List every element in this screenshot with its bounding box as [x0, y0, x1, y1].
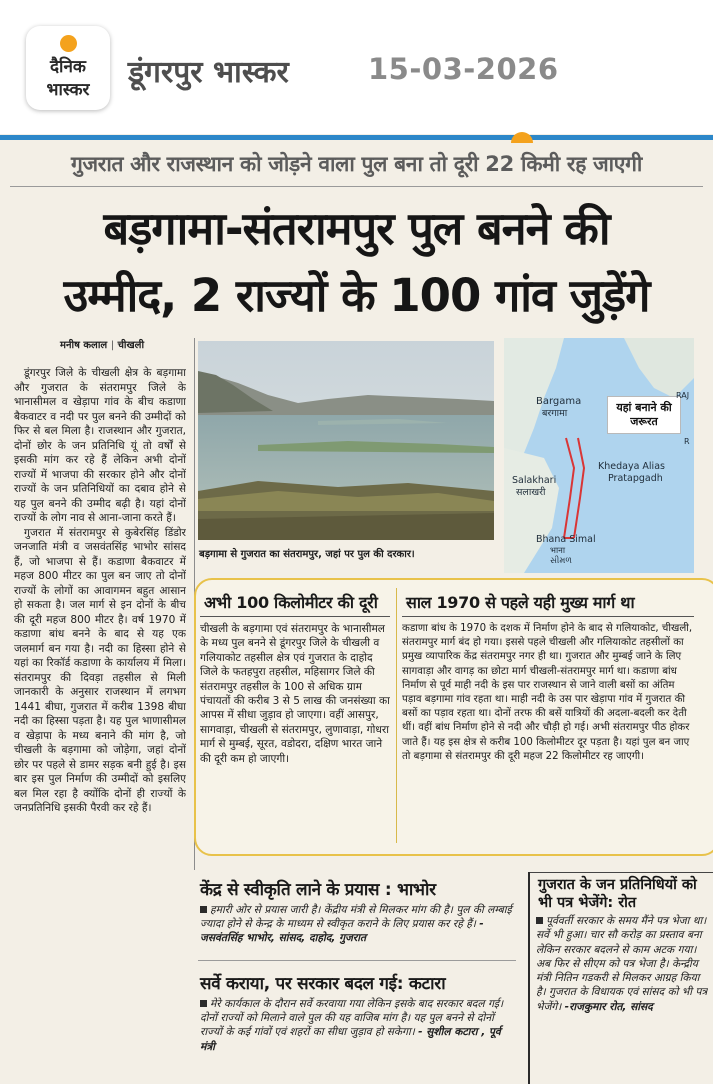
rot-quote-text: पूर्ववर्ती सरकार के समय मैंने पत्र भेजा था। सर्वे भी हुआ। चार सौ करोड़ का प्रस्ताव बना लेकिन सरकार बदलने से काम अटक गया। अब फिर से सीएम को पत्र भेजा है। केन्द्रीय मंत्री नितिन गडकरी से मिलकर आग्रह किया है। गुजरात के विधायक एवं सांसद को भी पत्र भेजेंगे। — [536, 915, 708, 1013]
photo-caption: बड़गामा से गुजरात का संतरामपुर, जहां पर पुल की दरकार। — [199, 549, 415, 560]
edition-date: 15-03-2026 — [368, 52, 559, 86]
box-right-text: कडाणा बांध के 1970 के दशक में निर्माण होने के बाद से गलियाकोट, चीखली, संतरामपुर मार्ग बंद हो गया। इससे पहले चीखली और गलियाकोट तहसीलों का प्रमुख व्यापारिक केंद्र संतरामपुर नगर ही था। गुजरात और मुम्बई जाने के लिए सागवाड़ा और वागड़ का छोटा मार्ग चीखली-संतरामपुर मार्ग था। कडाणा बांध निर्माण से पूर्व माही नदी के इस पार राजस्थान से जाने वाली बसों का अंतिम पड़ाव बड़गामा गांव रहता था। माही नदी के उस पार खेड़ापा गांव में गुजरात की बसों का पड़ाव रहता था। दोनों तरफ की बसें यात्रियों की अदला-बदली कर देती थीं। वहीं बांध निर्माण होने से नदी और चौड़ी हो गई। अभी संतरामपुर पीठ होकर जाते हैं। यह इस क्षेत्र से करीब 100 किलोमीटर दूर पड़ता है। यहां पुल बन जाए तो बड़गामा से संतरामपुर की दूरी महज 22 किलोमीटर रह जाएगी। — [402, 623, 693, 762]
bridge-needed-callout: यहां बनाने की जरूरत — [607, 396, 681, 434]
map-label-bhana-simal: Bhana Simal — [536, 534, 596, 545]
map-label-raj: RAJ — [676, 391, 690, 400]
map-label-bargama-hi: बरगामा — [542, 408, 568, 419]
map-label-r: R — [684, 437, 690, 446]
map-label-salakhari: Salakhari — [512, 475, 557, 486]
section-bhabhor-heading: केंद्र से स्वीकृति लाने के प्रयास : भाभोर — [200, 880, 436, 900]
left-column-article — [14, 366, 186, 1082]
section-divider — [198, 960, 516, 961]
rot-attribution: -राजकुमार रोत, सांसद — [564, 1000, 653, 1013]
section-katara-heading: सर्वे कराया, पर सरकार बदल गई: कटारा — [200, 974, 446, 994]
sun-icon — [60, 35, 77, 52]
logo-line-1: दैनिक — [50, 57, 86, 77]
map-graphic — [504, 338, 694, 573]
kicker-divider — [10, 186, 703, 187]
box-right-rule — [402, 616, 694, 617]
bullet-square-icon — [200, 906, 207, 913]
edition-name: डूंगरपुर भास्कर — [128, 55, 289, 90]
section-bhabhor-quote — [200, 903, 518, 957]
bhabhor-quote-text: हमारी ओर से प्रयास जारी है। केंद्रीय मंत्री से मिलकर मांग की है। पुल की लम्बाई ज्यादा होने से केन्द्र के माध्यम से स्वीकृत कराने के लिए प्रयास कर रहे हैं। — [200, 904, 512, 931]
main-headline-line-1: बड़गामा-संतरामपुर पुल बनने की — [103, 202, 610, 255]
box-left-text: चीखली के बड़गामा एवं संतरामपुर के भानासीमल के मध्य पुल बनने से डूंगरपुर जिले के चीखली व गलियाकोट तहसील क्षेत्र एवं गुजरात के दाहोद जिले के फतहपुरा तहसील, महिसागर जिले की संतरामपुर तहसील के 100 से अधिक ग्राम पंचायतों की करीब 3 से 5 लाख की जनसंख्या का आपस में सीधा जुड़ाव हो जाएगा। वहीं आसपुर, सागवाड़ा, चीखली से संतरामपुर, लुणावाड़ा, गोधरा मार्ग से मुम्बई, सूरत, वडोदरा, दक्षिण भारत जाने की दूरी कम हो जाएगी। — [200, 623, 390, 765]
byline-name: मनीष कलाल — [60, 340, 108, 351]
main-headline-line-2: उम्मीद, 2 राज्यों के 100 गांव जुड़ेंगे — [63, 269, 650, 322]
masthead — [0, 0, 713, 134]
box-left-rule — [200, 616, 390, 617]
katara-quote-text: मेरे कार्यकाल के दौरान सर्वे करवाया गया लेकिन इसके बाद सरकार बदल गई। दोनों राज्यों को मिलाने वाले पुल की यह वाजिब मांग है। यह पुल बनने से दोनों राज्यों के कई गांवों एवं शहरों का सीधा जुड़ाव हो सकेगा। — [200, 998, 504, 1039]
info-box-divider — [396, 588, 397, 843]
kicker-headline: गुजरात और राजस्थान को जोड़ने वाला पुल बना तो दूरी 22 किमी रह जाएगी — [70, 152, 643, 176]
map-label-bargama: Bargama — [536, 396, 582, 407]
gujarat-box-heading: गुजरात के जन प्रतिनिधियों को भी पत्र भेजेंगे: रोत — [538, 877, 697, 911]
logo-line-2: भास्कर — [46, 80, 90, 100]
map-label-pratapgadh: Pratapgadh — [608, 473, 663, 484]
dainik-bhaskar-logo[interactable] — [26, 26, 110, 110]
katara-attribution: - सुशील कटारा , पूर्व मंत्री — [200, 1026, 501, 1053]
bullet-square-icon — [200, 1000, 207, 1007]
river-photo-image — [198, 341, 494, 540]
byline: मनीष कलाल | चीखली — [60, 340, 145, 351]
masthead-rule — [0, 135, 713, 140]
byline-place: चीखली — [117, 340, 145, 351]
map-label-bhana-gu: સીમળ — [550, 556, 572, 566]
article-paragraph-2: गुजरात में संतरामपुर से कुबेरसिंह डिंडोर जनजाति मंत्री व जसवंतसिंह भाभोर सांसद हैं, जो भाजपा से हैं। कडाणा बैकवाटर में महज 800 मीटर का पुल बन जाए तो दोनों राज्यों के लोगों का आवागमन बहुत आसान हो सकता है। जल मार्ग से इन दोनों के बीच की दूरी महज 800 मीटर है। वर्ष 1970 में कडाणा बांध बनने के बाद से यह एक जलमार्ग बन गया है। नदी का हिस्सा होने से यहां का रिकॉर्ड कडाणा के कार्यालय में मिला। संतरामपुर की दिवड़ा तहसील से मिली जानकारी के अनुसार राजस्थान में लगभग 1441 बीघा, गुजरात में करीब 1398 बीघा नदी का हिस्सा पड़ता है। यह पुल भाणासीमल व खेड़ापा के मध्य बनाने की मांग है, जो चीखली के बड़गामा को जोड़ेगा, जहां दोनों छोर पर पहले से डामर सड़क बनी हुई है। इस बार इस पुल निर्माण की उम्मीदों को इसलिए बल मिल रहा है क्योंकि दोनों ही राज्यों के जनप्रतिनिधि इसकी पैरवी कर रहे हैं। — [14, 526, 186, 814]
box-left-heading: अभी 100 किलोमीटर की दूरी — [204, 593, 378, 612]
bullet-square-icon — [536, 917, 543, 924]
map-label-khedaya: Khedaya Alias — [598, 461, 665, 472]
bhabhor-attribution: - जसवंतसिंह भाभोर, सांसद, दाहोद, गुजरात — [200, 918, 484, 945]
river-photo — [198, 341, 494, 540]
article-paragraph-1: डूंगरपुर जिले के चीखली क्षेत्र के बड़गामा और गुजरात के संतरामपुर जिले के भानासीमल व खेड़ापा गांव के बीच कडाणा बैकवाटर व नदी पर पुल बनने की उम्मीदों को फिर से बल मिला है। राजस्थान और गुजरात, दोनों छोर के जन प्रतिनिधि यूं तो वर्षों से इसकी मांग कर रहे हैं लेकिन अभी दोनों राज्यों में भाजपा की सरकार होने और दोनों राज्यों के जन प्रतिनिधियों का दबाव होने से यह पुल बनने की उम्मीद बढ़ी है। यहां दोनों राज्यों के लोग नाव से आना-जाना करते हैं। — [14, 367, 186, 524]
gujarat-box-left-rule — [528, 872, 530, 1084]
section-katara-quote — [200, 997, 518, 1067]
gujarat-box-top-rule — [528, 872, 713, 873]
location-map — [504, 338, 694, 573]
map-label-salakhari-hi: सलाखरी — [516, 487, 546, 498]
map-label-bhana-hi: भाना — [550, 546, 566, 556]
box-right-heading: साल 1970 से पहले यही मुख्य मार्ग था — [406, 593, 635, 612]
gujarat-box-text — [536, 914, 708, 1084]
